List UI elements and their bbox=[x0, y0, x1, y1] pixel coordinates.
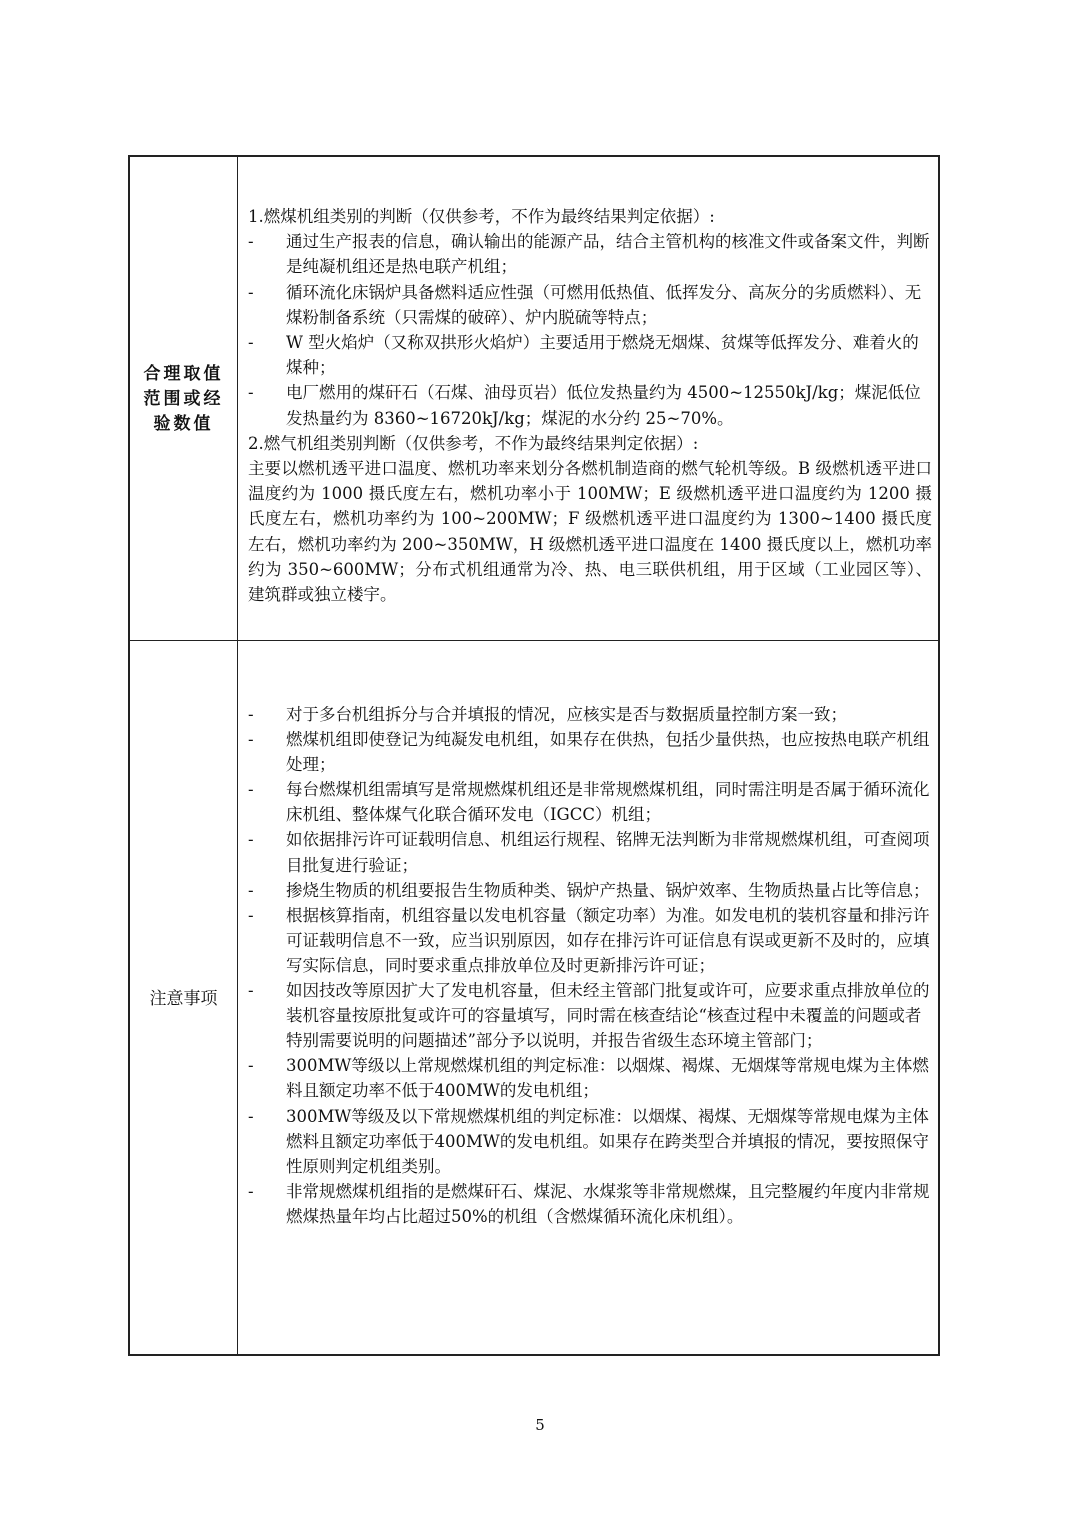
page-number: 5 bbox=[535, 1416, 545, 1434]
bullet-dash: - bbox=[248, 981, 254, 1001]
row-content-reasonable-range bbox=[248, 204, 932, 607]
bullet-dash: - bbox=[248, 830, 254, 850]
bullet-dash: - bbox=[248, 1056, 254, 1076]
list-item-text: 如因技改等原因扩大了发电机容量，但未经主管部门批复或许可，应要求重点排放单位的装机容量按原批复或许可的容量填写，同时需在核查结论“核查过程中未覆盖的问题或者特别需要说明的问题描述”部分予以说明，并报告省级生态环境主管部门； bbox=[286, 981, 930, 1051]
list-item-text: 掺烧生物质的机组要报告生物质种类、锅炉产热量、锅炉效率、生物质热量占比等信息； bbox=[286, 880, 930, 900]
bullet-dash: - bbox=[248, 383, 254, 403]
list-item-text: 循环流化床锅炉具备燃料适应性强（可燃用低热值、低挥发分、高灰分的劣质燃料）、无煤粉制备系统（只需煤的破碎）、炉内脱硫等特点； bbox=[286, 282, 922, 327]
list-item-text: 根据核算指南，机组容量以发电机容量（额定功率）为准。如发电机的装机容量和排污许可证载明信息不一致，应当识别原因，如存在排污许可证信息有误或更新不及时的，应填写实际信息，同时要求重点排放单位及时更新排污许可证； bbox=[286, 905, 930, 975]
list-item-text: 300MW等级以上常规燃煤机组的判定标准：以烟煤、褐煤、无烟煤等常规电煤为主体燃料且额定功率不低于400MW的发电机组； bbox=[286, 1056, 929, 1101]
bullet-dash: - bbox=[248, 705, 254, 724]
bullet-dash: - bbox=[248, 730, 254, 750]
list-item-text: 对于多台机组拆分与合并填报的情况，应核实是否与数据质量控制方案一致； bbox=[286, 705, 847, 724]
list-item bbox=[248, 702, 932, 727]
bullet-dash: - bbox=[248, 780, 254, 800]
list-item-text: 每台燃煤机组需填写是常规燃煤机组还是非常规燃煤机组，同时需注明是否属于循环流化床机组、整体煤气化联合循环发电（IGCC）机组； bbox=[286, 780, 930, 825]
list-item-text: 非常规燃煤机组指的是燃煤矸石、煤泥、水煤浆等非常规燃煤，且完整履约年度内非常规燃煤热量年均占比超过50%的机组（含燃煤循环流化床机组）。 bbox=[286, 1181, 930, 1226]
bullet-dash: - bbox=[248, 905, 254, 925]
list-item-text: 300MW等级及以下常规燃煤机组的判定标准：以烟煤、褐煤、无烟煤等常规电煤为主体燃料且额定功率低于400MW的发电机组。如果存在跨类型合并填报的情况，要按照保守性原则判定机组类别。 bbox=[286, 1106, 929, 1176]
list-item-text: W 型火焰炉（又称双拱形火焰炉）主要适用于燃烧无烟煤、贫煤等低挥发分、难着火的煤种； bbox=[286, 333, 919, 378]
section-heading-gas-units: 2.燃气机组类别判断（仅供参考，不作为最终结果判定依据）: bbox=[248, 433, 699, 453]
list-item-text: 燃煤机组即使登记为纯凝发电机组，如果存在供热，包括少量供热，也应按热电联产机组处理； bbox=[286, 730, 930, 775]
bullet-dash: - bbox=[248, 1106, 254, 1126]
row-label-notes: 注意事项 bbox=[149, 989, 218, 1009]
data-table bbox=[128, 155, 940, 1356]
list-item-text: 通过生产报表的信息，确认输出的能源产品，结合主管机构的核准文件或备案文件，判断是纯凝机组还是热电联产机组； bbox=[286, 232, 930, 277]
section-heading-coal-units: 1.燃煤机组类别的判断（仅供参考，不作为最终结果判定依据）: bbox=[248, 207, 715, 226]
row-label-reasonable-range: 合理取值范围或经验数值 bbox=[143, 364, 224, 434]
list-item bbox=[248, 229, 932, 279]
bullet-dash: - bbox=[248, 880, 254, 900]
list-item bbox=[248, 1053, 932, 1103]
row-content-notes bbox=[248, 702, 932, 1229]
list-item bbox=[248, 330, 932, 380]
list-item bbox=[248, 727, 932, 777]
list-item bbox=[248, 380, 932, 430]
list-item-text: 如依据排污许可证载明信息、机组运行规程、铭牌无法判断为非常规燃煤机组，可查阅项目批复进行验证； bbox=[286, 830, 930, 875]
list-item bbox=[248, 978, 932, 1053]
list-item bbox=[248, 903, 932, 978]
bullet-dash: - bbox=[248, 1181, 254, 1201]
list-item bbox=[248, 878, 932, 903]
list-item bbox=[248, 1179, 932, 1229]
bullet-dash: - bbox=[248, 333, 254, 353]
section-paragraph-gas-units: 主要以燃机透平进口温度、燃机功率来划分各燃机制造商的燃气轮机等级。B 级燃机透平进口温度约为 1000 摄氏度左右，燃机功率小于 100MW；E 级燃机透平进口温度约为 1200 摄氏度左右，燃机功率约为 100~200MW；F 级燃机透平进口温度约为 1300~1400 摄氏度左右，燃机功率约为 200~350MW，H 级燃机透平进口温度在 1400 摄氏度以上，燃机功率约为 350~600MW；分布式机组通常为冷、热、电三联供机组，用于区域（工业园区等）、建筑群或独立楼宇。 bbox=[248, 459, 932, 605]
bullet-dash: - bbox=[248, 232, 254, 252]
list-item bbox=[248, 777, 932, 827]
bullet-dash: - bbox=[248, 282, 254, 302]
list-item-text: 电厂燃用的煤矸石（石煤、油母页岩）低位发热量约为 4500~12550kJ/kg；煤泥低位发热量约为 8360~16720kJ/kg；煤泥的水分约 25~70%。 bbox=[286, 383, 921, 428]
list-item bbox=[248, 280, 932, 330]
column-divider bbox=[237, 157, 238, 1354]
list-item bbox=[248, 827, 932, 877]
list-item bbox=[248, 1104, 932, 1179]
row-divider bbox=[130, 640, 938, 641]
